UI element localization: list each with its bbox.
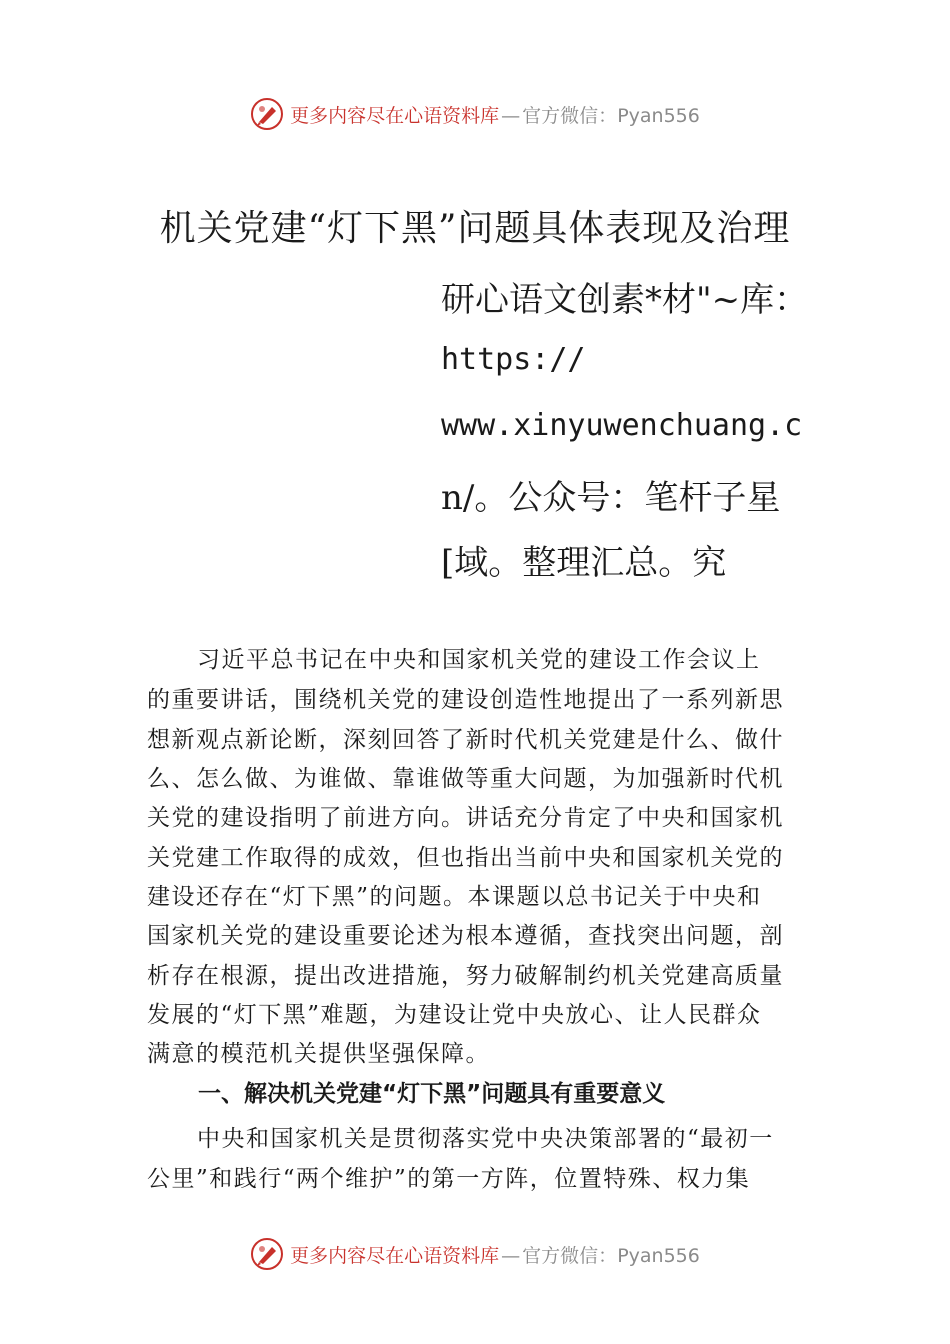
overlay-line-1: 研心语文创素*材"~库： bbox=[441, 280, 809, 320]
watermark-dash: — bbox=[501, 1244, 521, 1267]
paragraph1-line-2: 的重要讲话，围绕机关党的建设创造性地提出了一系列新思 bbox=[147, 687, 784, 713]
pen-nib-logo-icon bbox=[250, 97, 284, 131]
paragraph1-line-11: 满意的模范机关提供坚强保障。 bbox=[147, 1041, 490, 1067]
paragraph1-line-3: 想新观点新论断，深刻回答了新时代机关党建是什么、做什 bbox=[147, 727, 784, 753]
watermark-wechat-id: Pyan556 bbox=[617, 104, 700, 127]
watermark-wechat-id: Pyan556 bbox=[617, 1244, 700, 1267]
paragraph1-line-7: 建设还存在“灯下黑”的问题。本课题以总书记关于中央和 bbox=[147, 884, 762, 910]
overlay-line-3: www.xinyuwenchuang.c bbox=[441, 408, 803, 443]
paragraph2-line-2: 公里”和践行“两个维护”的第一方阵，位置特殊、权力集 bbox=[147, 1166, 751, 1192]
overlay-line-4: n/。公众号：笔杆子星 bbox=[441, 478, 781, 518]
paragraph2-line-1: 中央和国家机关是贯彻落实党中央决策部署的“最初一 bbox=[197, 1126, 774, 1152]
watermark-wechat-label: 官方微信： bbox=[522, 1244, 618, 1267]
watermark-wechat-label: 官方微信： bbox=[522, 104, 618, 127]
watermark-banner-bottom bbox=[0, 1234, 950, 1274]
paragraph1-line-5: 关党的建设指明了前进方向。讲话充分肯定了中央和国家机 bbox=[147, 805, 784, 831]
paragraph1-line-1: 习近平总书记在中央和国家机关党的建设工作会议上 bbox=[197, 647, 761, 673]
paragraph1-line-6: 关党建工作取得的成效，但也指出当前中央和国家机关党的 bbox=[147, 845, 784, 871]
section-heading-1: 一、解决机关党建“灯下黑”问题具有重要意义 bbox=[198, 1081, 666, 1107]
paragraph1-line-9: 析存在根源，提出改进措施，努力破解制约机关党建高质量 bbox=[147, 963, 784, 989]
watermark-brand-text: 更多内容尽在心语资料库 bbox=[290, 104, 500, 127]
overlay-line-2: https:// bbox=[441, 342, 586, 377]
overlay-line-5: [域。整理汇总。究 bbox=[441, 543, 727, 583]
watermark-banner-top bbox=[0, 94, 950, 134]
watermark-brand-text: 更多内容尽在心语资料库 bbox=[290, 1244, 500, 1267]
paragraph1-line-8: 国家机关党的建设重要论述为根本遵循，查找突出问题，剖 bbox=[147, 923, 784, 949]
paragraph1-line-10: 发展的“灯下黑”难题，为建设让党中央放心、让人民群众 bbox=[147, 1002, 762, 1028]
watermark-dash: — bbox=[501, 104, 521, 127]
paragraph1-line-4: 么、怎么做、为谁做、靠谁做等重大问题，为加强新时代机 bbox=[147, 766, 784, 792]
pen-nib-logo-icon bbox=[250, 1237, 284, 1271]
document-title: 机关党建“灯下黑”问题具体表现及治理 bbox=[159, 208, 791, 249]
